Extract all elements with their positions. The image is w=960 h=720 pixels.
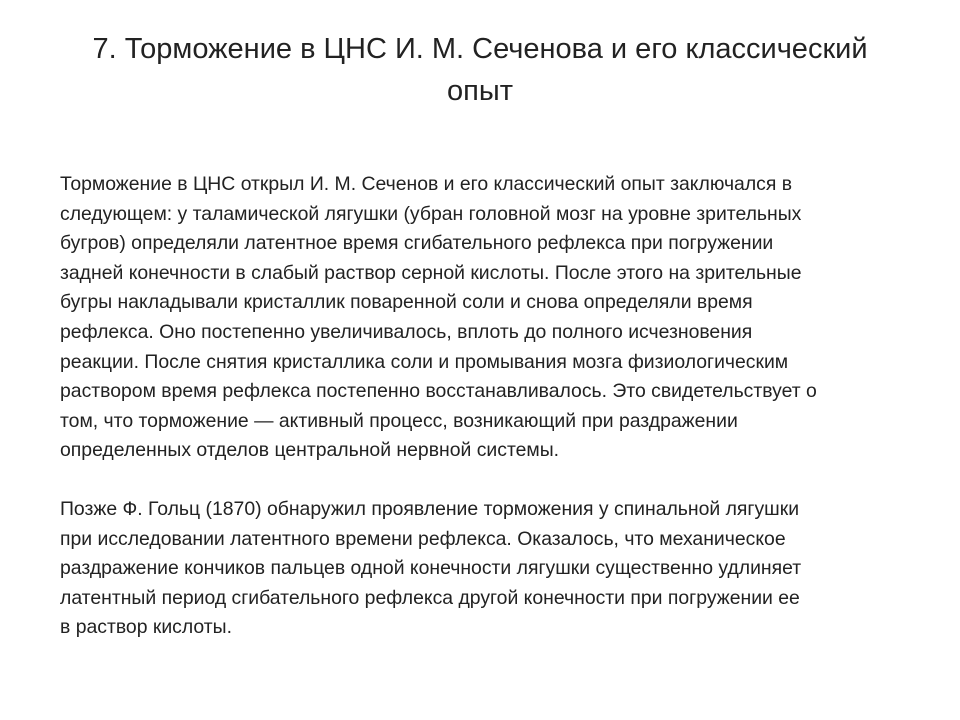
text-line: бугров) определяли латентное время сгибательного рефлекса при погружении (60, 232, 774, 255)
text-line: том, что торможение — активный процесс, возникающий при раздражении (60, 409, 738, 432)
title-line-2: опыт (447, 75, 513, 107)
paragraph-goltz (60, 495, 910, 643)
text-line: раствором время рефлекса постепенно восстанавливалось. Это свидетельствует о (60, 380, 817, 403)
text-line: определенных отделов центральной нервной системы. (60, 439, 560, 462)
slide-body (60, 170, 910, 643)
text-line: бугры накладывали кристаллик поваренной соли и снова определяли время (60, 291, 753, 314)
text-line: латентный период сгибательного рефлекса другой конечности при погружении ее (60, 586, 800, 609)
text-line: Позже Ф. Гольц (1870) обнаружил проявление торможения у спинальной лягушки (60, 497, 800, 520)
text-line: следующем: у таламической лягушки (убран головной мозг на уровне зрительных (60, 202, 802, 225)
text-line: реакции. После снятия кристаллика соли и промывания мозга физиологическим (60, 350, 789, 373)
text-line: при исследовании латентного времени рефлекса. Оказалось, что механическое (60, 527, 786, 550)
paragraph-sechenov (60, 170, 910, 466)
text-line: в раствор кислоты. (60, 616, 232, 639)
text-line: задней конечности в слабый раствор серной кислоты. После этого на зрительные (60, 261, 802, 284)
text-line: рефлекса. Оно постепенно увеличивалось, вплоть до полного исчезновения (60, 320, 753, 343)
text-line: раздражение кончиков пальцев одной конечности лягушки существенно удлиняет (60, 557, 802, 580)
title-line-1: 7. Торможение в ЦНС И. М. Сеченова и его классический (92, 33, 868, 65)
slide-title (60, 28, 900, 112)
text-line: Торможение в ЦНС открыл И. М. Сеченов и его классический опыт заключался в (60, 173, 793, 195)
